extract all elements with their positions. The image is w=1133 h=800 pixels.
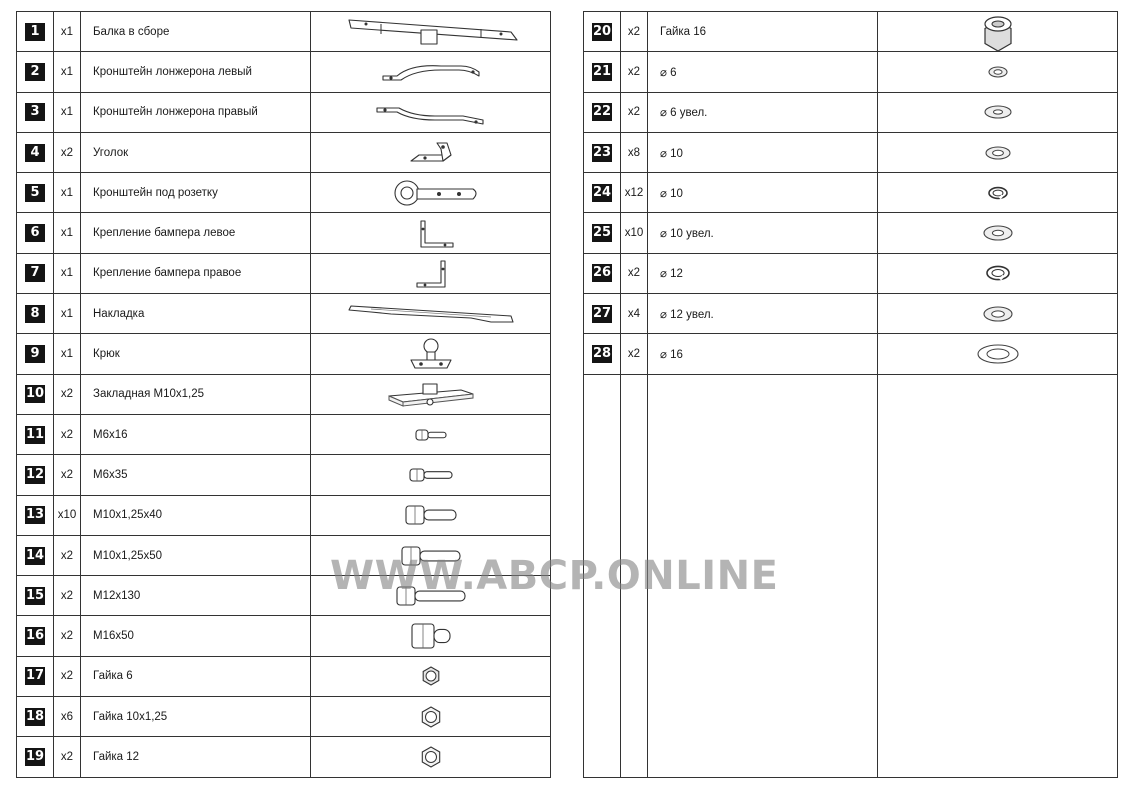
part-row [17, 294, 551, 334]
part-number-cell [584, 213, 621, 253]
parts-table-right [583, 11, 1118, 778]
part-name: ⌀ 6 увел. [648, 92, 878, 132]
part-row [584, 173, 1118, 213]
part-name: Гайка 10х1,25 [81, 697, 311, 737]
part-row [584, 213, 1118, 253]
part-number: 22 [592, 104, 612, 120]
part-name: М16х50 [81, 616, 311, 656]
part-row [584, 92, 1118, 132]
part-quantity: x2 [54, 414, 81, 454]
washer-16-icon [878, 336, 1118, 372]
parts-table-left [16, 11, 551, 778]
part-row [17, 737, 551, 777]
part-row [17, 253, 551, 293]
part-number-cell [584, 12, 621, 52]
part-quantity: x10 [54, 495, 81, 535]
bracket-right-icon [311, 94, 551, 130]
part-quantity: x1 [54, 173, 81, 213]
part-number-cell [17, 414, 54, 454]
part-number: 19 [25, 748, 45, 764]
part-number: 9 [25, 345, 45, 363]
part-number: 23 [592, 144, 612, 160]
part-number: 14 [25, 547, 45, 563]
part-image-cell [311, 173, 551, 213]
part-image-cell [878, 132, 1118, 172]
part-row [17, 132, 551, 172]
part-number: 27 [592, 305, 612, 321]
part-row [17, 52, 551, 92]
part-name: Уголок [81, 132, 311, 172]
bumper-mount-right-icon [311, 255, 551, 291]
part-number-cell [584, 253, 621, 293]
part-number-cell [17, 253, 54, 293]
part-row [17, 213, 551, 253]
part-row [17, 656, 551, 696]
part-number-cell [17, 294, 54, 334]
part-image-cell [311, 576, 551, 616]
part-row [17, 92, 551, 132]
part-number: 15 [25, 587, 45, 603]
part-image-cell [878, 12, 1118, 52]
part-number-cell [584, 52, 621, 92]
part-image-cell [311, 334, 551, 374]
part-number-cell [17, 737, 54, 777]
part-number: 26 [592, 265, 612, 281]
part-quantity: x6 [54, 697, 81, 737]
part-row [17, 697, 551, 737]
part-number-cell [584, 132, 621, 172]
part-quantity: x2 [621, 253, 648, 293]
part-quantity: x2 [621, 52, 648, 92]
part-name: Кронштейн лонжерона правый [81, 92, 311, 132]
bolt-m12x130-icon [311, 578, 551, 614]
part-number: 12 [25, 466, 45, 482]
part-name: Гайка 16 [648, 12, 878, 52]
part-quantity: x1 [54, 253, 81, 293]
bracket-left-icon [311, 54, 551, 90]
nut-12-icon [311, 739, 551, 775]
part-quantity: x4 [621, 294, 648, 334]
part-image-cell [311, 374, 551, 414]
part-name: ⌀ 6 [648, 52, 878, 92]
part-number-cell [584, 173, 621, 213]
part-number-cell [17, 495, 54, 535]
bolt-m16x50-icon [311, 618, 551, 654]
part-name: Закладная М10х1,25 [81, 374, 311, 414]
part-image-cell [878, 52, 1118, 92]
watermark: WWW.ABCP.ONLINE [330, 553, 779, 599]
part-row [584, 294, 1118, 334]
part-quantity: x10 [621, 213, 648, 253]
part-name: М12х130 [81, 576, 311, 616]
part-name: Крепление бампера правое [81, 253, 311, 293]
part-quantity: x2 [54, 535, 81, 575]
part-number-cell [17, 576, 54, 616]
part-number: 2 [25, 63, 45, 81]
part-name: Кронштейн под розетку [81, 173, 311, 213]
part-name: Балка в сборе [81, 12, 311, 52]
part-quantity: x1 [54, 92, 81, 132]
part-image-cell [311, 294, 551, 334]
part-quantity: x1 [54, 213, 81, 253]
part-row [17, 173, 551, 213]
part-row [584, 12, 1118, 52]
washer-10-large-icon [878, 215, 1118, 251]
part-image-cell [878, 334, 1118, 374]
part-quantity: x1 [54, 12, 81, 52]
part-row [17, 576, 551, 616]
part-number: 21 [592, 63, 612, 79]
part-name: М6х16 [81, 414, 311, 454]
part-row [584, 334, 1118, 374]
washer-6-icon [878, 54, 1118, 90]
embedded-plate-icon [311, 376, 551, 412]
part-quantity: x2 [54, 656, 81, 696]
part-number: 16 [25, 628, 45, 644]
part-number-cell [17, 535, 54, 575]
part-number: 5 [25, 184, 45, 202]
part-number-cell [17, 697, 54, 737]
part-image-cell [311, 616, 551, 656]
part-quantity: x12 [621, 173, 648, 213]
part-number-cell [584, 334, 621, 374]
washer-10-icon [878, 135, 1118, 171]
beam-assembly-icon [311, 14, 551, 50]
part-quantity: x2 [54, 737, 81, 777]
part-image-cell [878, 92, 1118, 132]
empty-row [584, 374, 1118, 777]
washer-12-large-icon [878, 296, 1118, 332]
part-number-cell [584, 294, 621, 334]
part-image-cell [311, 697, 551, 737]
part-number-cell [17, 455, 54, 495]
part-name: ⌀ 10 [648, 173, 878, 213]
bolt-m6x35-icon [311, 457, 551, 493]
part-number-cell [17, 213, 54, 253]
part-number-cell [17, 12, 54, 52]
part-number: 20 [592, 23, 612, 39]
part-name: ⌀ 10 увел. [648, 213, 878, 253]
tow-ball-icon [311, 336, 551, 372]
part-image-cell [878, 294, 1118, 334]
part-name: Гайка 6 [81, 656, 311, 696]
part-row [17, 12, 551, 52]
socket-bracket-icon [311, 175, 551, 211]
part-number-cell [17, 52, 54, 92]
part-name: Кронштейн лонжерона левый [81, 52, 311, 92]
nut-6-icon [311, 658, 551, 694]
part-image-cell [311, 92, 551, 132]
part-name: ⌀ 12 увел. [648, 294, 878, 334]
part-quantity: x2 [621, 334, 648, 374]
part-image-cell [311, 12, 551, 52]
part-name: ⌀ 16 [648, 334, 878, 374]
part-name: М10х1,25х40 [81, 495, 311, 535]
part-quantity: x1 [54, 52, 81, 92]
part-name: М10х1,25х50 [81, 535, 311, 575]
part-number: 28 [592, 346, 612, 362]
part-row [17, 535, 551, 575]
part-quantity: x2 [621, 92, 648, 132]
part-number-cell [17, 132, 54, 172]
part-image-cell [311, 253, 551, 293]
part-image-cell [311, 52, 551, 92]
part-number: 3 [25, 103, 45, 121]
part-name: ⌀ 10 [648, 132, 878, 172]
part-number-cell [17, 92, 54, 132]
part-name: Накладка [81, 294, 311, 334]
bumper-mount-left-icon [311, 215, 551, 251]
part-number: 8 [25, 305, 45, 323]
part-number: 6 [25, 224, 45, 242]
part-quantity: x2 [54, 455, 81, 495]
part-name: Гайка 12 [81, 737, 311, 777]
part-row [17, 414, 551, 454]
part-quantity: x2 [54, 132, 81, 172]
washer-6-large-icon [878, 94, 1118, 130]
part-row [17, 495, 551, 535]
part-image-cell [311, 656, 551, 696]
part-row [17, 374, 551, 414]
part-row [17, 455, 551, 495]
part-number: 10 [25, 386, 45, 402]
part-number: 25 [592, 225, 612, 241]
cover-plate-icon [311, 296, 551, 332]
part-image-cell [878, 253, 1118, 293]
part-number: 11 [25, 426, 45, 442]
part-name: ⌀ 12 [648, 253, 878, 293]
part-quantity: x2 [54, 374, 81, 414]
part-image-cell [878, 213, 1118, 253]
part-image-cell [311, 213, 551, 253]
part-name: Крепление бампера левое [81, 213, 311, 253]
part-number: 24 [592, 184, 612, 200]
part-name: Крюк [81, 334, 311, 374]
bolt-m6x16-icon [311, 417, 551, 453]
part-row [17, 616, 551, 656]
spring-washer-12-icon [878, 255, 1118, 291]
part-quantity: x2 [621, 12, 648, 52]
part-quantity: x8 [621, 132, 648, 172]
part-image-cell [311, 495, 551, 535]
part-image-cell [311, 414, 551, 454]
part-number-cell [584, 92, 621, 132]
spring-washer-10-icon [878, 175, 1118, 211]
part-image-cell [878, 173, 1118, 213]
part-number: 18 [25, 708, 45, 724]
part-image-cell [311, 737, 551, 777]
corner-icon [311, 135, 551, 171]
part-number-cell [17, 173, 54, 213]
part-number: 17 [25, 668, 45, 684]
part-quantity: x2 [54, 576, 81, 616]
part-row [17, 334, 551, 374]
part-number-cell [17, 374, 54, 414]
part-number-cell [17, 616, 54, 656]
part-image-cell [311, 132, 551, 172]
part-image-cell [311, 535, 551, 575]
part-number-cell [17, 334, 54, 374]
part-number: 7 [25, 264, 45, 282]
part-number: 13 [25, 507, 45, 523]
part-row [584, 253, 1118, 293]
part-image-cell [311, 455, 551, 495]
nut-10-icon [311, 699, 551, 735]
part-quantity: x2 [54, 616, 81, 656]
nut-16-icon [878, 14, 1118, 50]
bolt-m10x50-icon [311, 538, 551, 574]
part-quantity: x1 [54, 294, 81, 334]
part-number-cell [17, 656, 54, 696]
part-row [584, 52, 1118, 92]
part-number: 4 [25, 144, 45, 162]
bolt-m10x40-icon [311, 497, 551, 533]
part-quantity: x1 [54, 334, 81, 374]
part-number: 1 [25, 23, 45, 41]
part-name: М6х35 [81, 455, 311, 495]
part-row [584, 132, 1118, 172]
